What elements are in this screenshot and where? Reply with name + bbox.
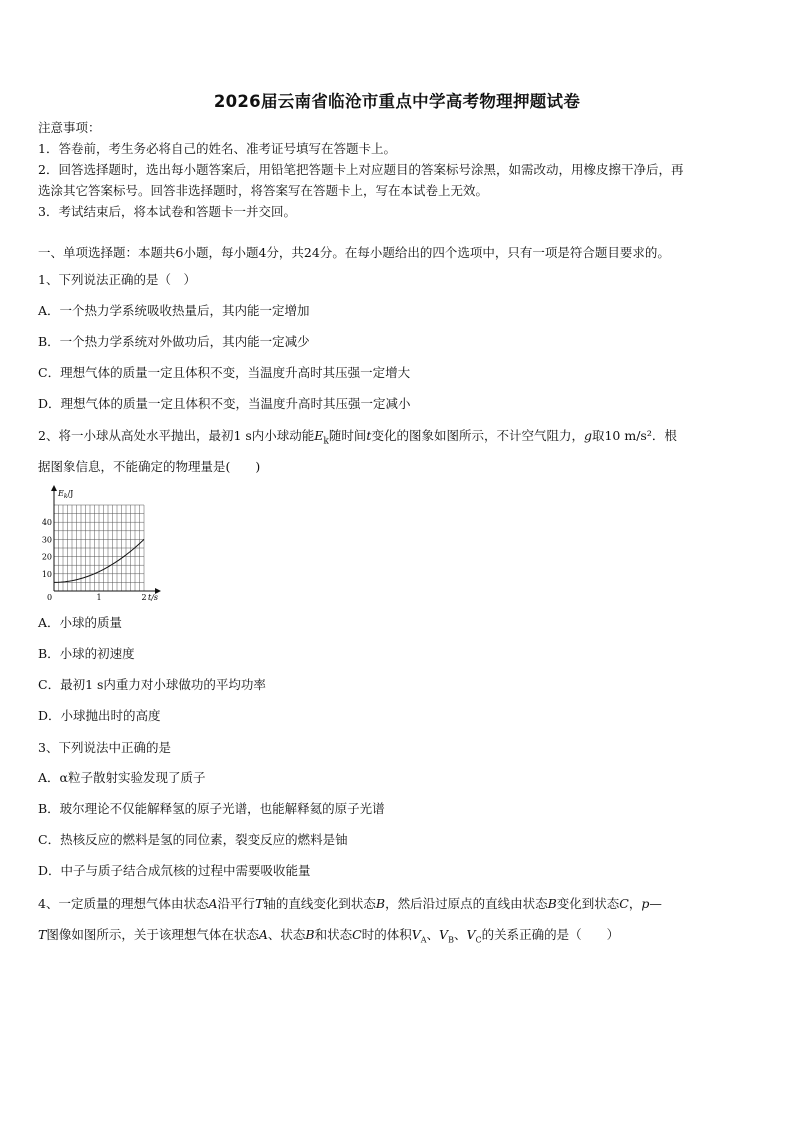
y-axis-label-unit: /J [67, 489, 74, 498]
q4-text: 、状态 [267, 927, 306, 942]
notice-item: 3．考试结束后，将本试卷和答题卡一并交回。 [38, 204, 296, 219]
q4-subscript: A [420, 935, 427, 945]
notice-item: 2．回答选择题时，选出每小题答案后，用铅笔把答题卡上对应题目的答案标号涂黑，如需改动，用橡皮擦干净后，再 [38, 162, 684, 177]
q2-option-c: C．最初1 s内重力对小球做功的平均功率 [38, 677, 266, 692]
q4-text: ，然后沿过原点的直线由状态 [385, 896, 548, 911]
q3-option-a: A．α粒子散射实验发现了质子 [38, 770, 206, 785]
q4-symbol: V [411, 927, 421, 942]
notice-item: 选涂其它答案标号。回答非选择题时，将答案写在答题卡上，写在本试卷上无效。 [38, 183, 489, 198]
q2-stem-part: 变化的图象如图所示，不计空气阻力， [371, 428, 584, 443]
q4-subscript: C [475, 935, 482, 945]
y-axis-label-sub: k [63, 493, 68, 500]
q3-option-b: B．玻尔理论不仅能解释氢的原子光谱，也能解释氦的原子光谱 [38, 801, 385, 816]
q4-text: 轴的直线变化到状态 [263, 896, 376, 911]
x-axis-label: t/s [148, 593, 159, 602]
q4-subscript: B [448, 935, 454, 945]
q2-stem-part: 取10 m/s²．根 [591, 428, 677, 443]
q2-stem-part: 随时间 [328, 428, 367, 443]
x-tick-label: 1 [96, 593, 102, 602]
q4-symbol: A [258, 927, 268, 942]
q1-option-b: B．一个热力学系统对外做功后，其内能一定减少 [38, 334, 310, 349]
q4-text: ， [628, 896, 642, 911]
q2-option-a: A．小球的质量 [38, 615, 123, 630]
chart-grid [54, 505, 144, 591]
q2-g-symbol: g [583, 428, 592, 443]
q4-symbol: C [619, 896, 629, 911]
origin-label: 0 [47, 593, 53, 602]
q4-symbol: p [641, 896, 650, 911]
q4-symbol: A [208, 896, 218, 911]
q1-option-d: D．理想气体的质量一定且体积不变，当温度升高时其压强一定减小 [38, 396, 411, 411]
q4-text: 、 [426, 927, 440, 942]
q3-option-d: D．中子与质子结合成氘核的过程中需要吸收能量 [38, 863, 311, 878]
q2-ek-symbol: E [314, 428, 324, 443]
y-axis-label-symbol: E [58, 489, 64, 498]
section-heading: 一、单项选择题：本题共6小题，每小题4分，共24分。在每小题给出的四个选项中，只有一项是符合题目要求的。 [38, 245, 670, 260]
q4-text: 、 [453, 927, 467, 942]
q4-text: 图像如图所示，关于该理想气体在状态 [46, 927, 259, 942]
q2-option-b: B．小球的初速度 [38, 646, 135, 661]
notice-heading: 注意事项： [38, 120, 101, 135]
page-title: 2026届云南省临沧市重点中学高考物理押题试卷 [213, 92, 581, 111]
q4-symbol: B [547, 896, 557, 911]
question-4-stem [38, 896, 662, 912]
question-4-stem-line2 [38, 927, 619, 949]
y-tick-label: 10 [41, 569, 52, 579]
q4-symbol: V [466, 927, 476, 942]
y-tick-label: 30 [41, 535, 52, 545]
question-2-stem [38, 428, 677, 450]
q4-text: 4、一定质量的理想气体由状态 [38, 896, 209, 911]
q4-symbol: T [38, 927, 47, 942]
y-tick-label: 40 [41, 518, 52, 528]
q4-text: 变化到状态 [556, 896, 620, 911]
q2-stem-part: 2、将一小球从高处水平抛出，最初1 s内小球动能 [38, 428, 315, 443]
x-tick-label: 2 [141, 593, 147, 602]
y-axis-label [57, 489, 73, 500]
q3-option-c: C．热核反应的燃料是氢的同位素，裂变反应的燃料是铀 [38, 832, 348, 847]
y-tick-label: 20 [41, 552, 52, 562]
q4-text: 和状态 [314, 927, 353, 942]
q4-symbol: B [375, 896, 386, 911]
q4-symbol: C [352, 927, 362, 942]
q4-symbol: V [439, 927, 449, 942]
question-3-stem: 3、下列说法中正确的是 [38, 740, 171, 755]
q4-symbol: T [255, 896, 264, 911]
ek-time-chart [38, 484, 168, 604]
q4-text: 的关系正确的是（ ） [481, 927, 620, 942]
notice-item: 1．答卷前，考生务必将自己的姓名、准考证号填写在答题卡上。 [38, 141, 396, 156]
q4-symbol: B [305, 927, 315, 942]
q2-t-symbol: t [366, 428, 372, 443]
q2-option-d: D．小球抛出时的高度 [38, 708, 161, 723]
q1-option-c: C．理想气体的质量一定且体积不变，当温度升高时其压强一定增大 [38, 365, 411, 380]
q2-ek-subscript: k [323, 436, 329, 447]
q4-text: — [649, 896, 662, 911]
q4-text: 时的体积 [361, 927, 412, 942]
question-1-stem: 1、下列说法正确的是（ ） [38, 272, 196, 287]
q1-option-a: A．一个热力学系统吸收热量后，其内能一定增加 [38, 303, 310, 318]
question-2-stem-line2: 据图象信息，不能确定的物理量是( ) [38, 459, 261, 474]
q4-text: 沿平行 [217, 896, 256, 911]
